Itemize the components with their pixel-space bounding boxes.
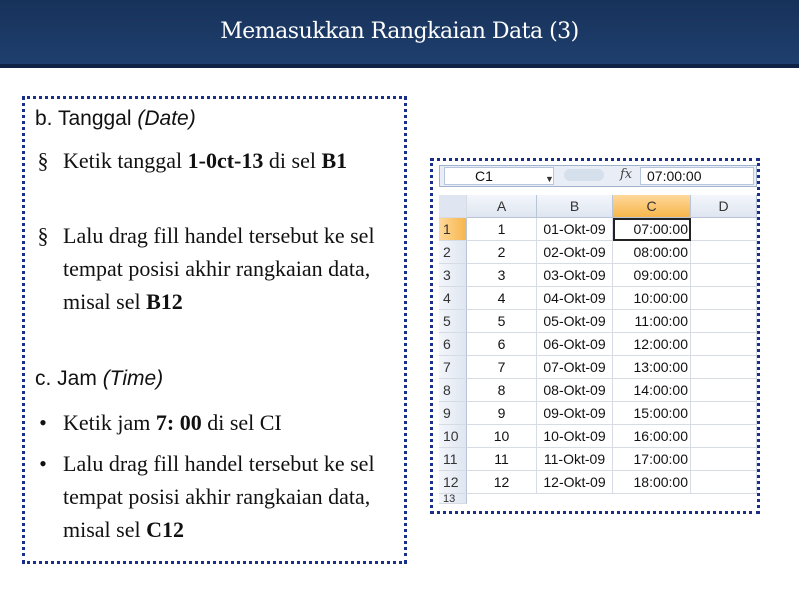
cell-b[interactable]: 06-Okt-09: [537, 333, 613, 356]
row-header[interactable]: 1: [439, 218, 467, 241]
bullet-bold-value: C12: [146, 517, 184, 542]
row-header[interactable]: 12: [439, 471, 467, 494]
slide-title-text: Memasukkan Rangkaian Data (3): [220, 19, 579, 44]
cell-d[interactable]: [691, 402, 757, 425]
cell-d[interactable]: [691, 425, 757, 448]
select-all-corner[interactable]: [439, 195, 467, 218]
bullet-text-part: di sel: [263, 148, 322, 173]
bullet-text-part: Lalu drag fill handel tersebut ke sel tempat posisi akhir rangkaian data, misal sel: [63, 451, 375, 542]
bullet-text-part: Ketik tanggal: [63, 148, 188, 173]
row-header[interactable]: 10: [439, 425, 467, 448]
cell-d[interactable]: [691, 287, 757, 310]
cell-c[interactable]: 07:00:00: [613, 218, 691, 241]
cell-a[interactable]: 10: [467, 425, 537, 448]
cell-a[interactable]: 1: [467, 218, 537, 241]
cell-a[interactable]: 2: [467, 241, 537, 264]
row-header[interactable]: 8: [439, 379, 467, 402]
row-header-partial[interactable]: 13: [439, 494, 467, 504]
slide-title: [0, 0, 799, 64]
column-header-a[interactable]: A: [467, 195, 537, 218]
bullet-text-part: Ketik jam: [63, 410, 156, 435]
cell-c[interactable]: 09:00:00: [613, 264, 691, 287]
cell-d[interactable]: [691, 333, 757, 356]
section-b-bullet-2: [31, 219, 393, 318]
row-header[interactable]: 7: [439, 356, 467, 379]
formula-input-value: 07:00:00: [647, 168, 702, 184]
bullet-bold-value: B12: [146, 289, 183, 314]
bullet-marker: •: [39, 410, 47, 435]
cell-b[interactable]: 10-Okt-09: [537, 425, 613, 448]
section-b-bullet-1: [31, 144, 393, 210]
bullet-marker: §: [37, 223, 49, 248]
cell-b[interactable]: 05-Okt-09: [537, 310, 613, 333]
cell-b[interactable]: 11-Okt-09: [537, 448, 613, 471]
cell-d[interactable]: [691, 310, 757, 333]
cell-b[interactable]: 03-Okt-09: [537, 264, 613, 287]
section-b-heading-prefix: b. Tanggal: [35, 107, 138, 130]
cell-c[interactable]: 10:00:00: [613, 287, 691, 310]
row-header[interactable]: 4: [439, 287, 467, 310]
bullet-bold-value: B1: [321, 148, 348, 173]
cell-c[interactable]: 17:00:00: [613, 448, 691, 471]
cell-d[interactable]: [691, 471, 757, 494]
cell-a[interactable]: 12: [467, 471, 537, 494]
cell-c[interactable]: 08:00:00: [613, 241, 691, 264]
bullet-marker: •: [39, 451, 47, 476]
spreadsheet-screenshot: [430, 158, 760, 514]
fx-icon[interactable]: fx: [620, 167, 633, 182]
cell-a[interactable]: 6: [467, 333, 537, 356]
cell-c[interactable]: 14:00:00: [613, 379, 691, 402]
cell-b[interactable]: 09-Okt-09: [537, 402, 613, 425]
cell-a[interactable]: 7: [467, 356, 537, 379]
cell-c[interactable]: 15:00:00: [613, 402, 691, 425]
bullet-text-part: di sel CI: [201, 410, 282, 435]
column-header-d[interactable]: D: [691, 195, 757, 218]
section-c-bullet-2: [31, 447, 393, 546]
name-box-value: C1: [475, 168, 493, 184]
bullet-text-part: Lalu drag fill handel tersebut ke sel tempat posisi akhir rangkaian data, misal sel: [63, 223, 375, 314]
cell-d[interactable]: [691, 264, 757, 287]
cell-d[interactable]: [691, 241, 757, 264]
row-header[interactable]: 9: [439, 402, 467, 425]
cell-c[interactable]: 18:00:00: [613, 471, 691, 494]
section-b-heading: [35, 107, 196, 131]
bullet-bold-value: 1-0ct-13: [187, 148, 264, 173]
cell-c[interactable]: 12:00:00: [613, 333, 691, 356]
cell-a[interactable]: 4: [467, 287, 537, 310]
formula-input[interactable]: [640, 167, 754, 185]
cell-c[interactable]: 11:00:00: [613, 310, 691, 333]
cell-d[interactable]: [691, 218, 757, 241]
row-header[interactable]: 5: [439, 310, 467, 333]
section-c-heading-prefix: c. Jam: [35, 367, 103, 390]
cell-c[interactable]: 13:00:00: [613, 356, 691, 379]
cell-b[interactable]: 01-Okt-09: [537, 218, 613, 241]
row-header[interactable]: 11: [439, 448, 467, 471]
bullet-bold-value: 7: 00: [155, 410, 202, 435]
column-header-b[interactable]: B: [537, 195, 613, 218]
column-header-c[interactable]: C: [613, 195, 691, 218]
cell-b[interactable]: 08-Okt-09: [537, 379, 613, 402]
instruction-text-box: [22, 96, 407, 564]
formula-bar-separator: [564, 169, 604, 181]
cell-d[interactable]: [691, 356, 757, 379]
section-b-heading-italic: (Date): [137, 107, 196, 130]
chevron-down-icon[interactable]: ▼: [545, 174, 554, 184]
section-c-heading-italic: (Time): [102, 367, 164, 390]
cell-a[interactable]: 5: [467, 310, 537, 333]
row-header[interactable]: 3: [439, 264, 467, 287]
cell-b[interactable]: 12-Okt-09: [537, 471, 613, 494]
cell-d[interactable]: [691, 379, 757, 402]
cell-a[interactable]: 8: [467, 379, 537, 402]
cell-d[interactable]: [691, 448, 757, 471]
cell-b[interactable]: 02-Okt-09: [537, 241, 613, 264]
bullet-marker: §: [37, 148, 49, 173]
section-c-bullet-1: [31, 406, 393, 439]
name-box[interactable]: [444, 167, 554, 185]
cell-a[interactable]: 3: [467, 264, 537, 287]
bullet-text: [63, 447, 399, 546]
cell-a[interactable]: 11: [467, 448, 537, 471]
section-c-heading: [35, 367, 163, 391]
cell-b[interactable]: 07-Okt-09: [537, 356, 613, 379]
row-header[interactable]: 6: [439, 333, 467, 356]
cell-b[interactable]: 04-Okt-09: [537, 287, 613, 310]
bullet-text: [63, 144, 399, 177]
formula-bar: [439, 165, 757, 187]
cell-a[interactable]: 9: [467, 402, 537, 425]
cell-c[interactable]: 16:00:00: [613, 425, 691, 448]
row-header[interactable]: 2: [439, 241, 467, 264]
bullet-text: [63, 219, 399, 318]
title-divider: [0, 64, 799, 68]
bullet-text: [63, 406, 399, 439]
